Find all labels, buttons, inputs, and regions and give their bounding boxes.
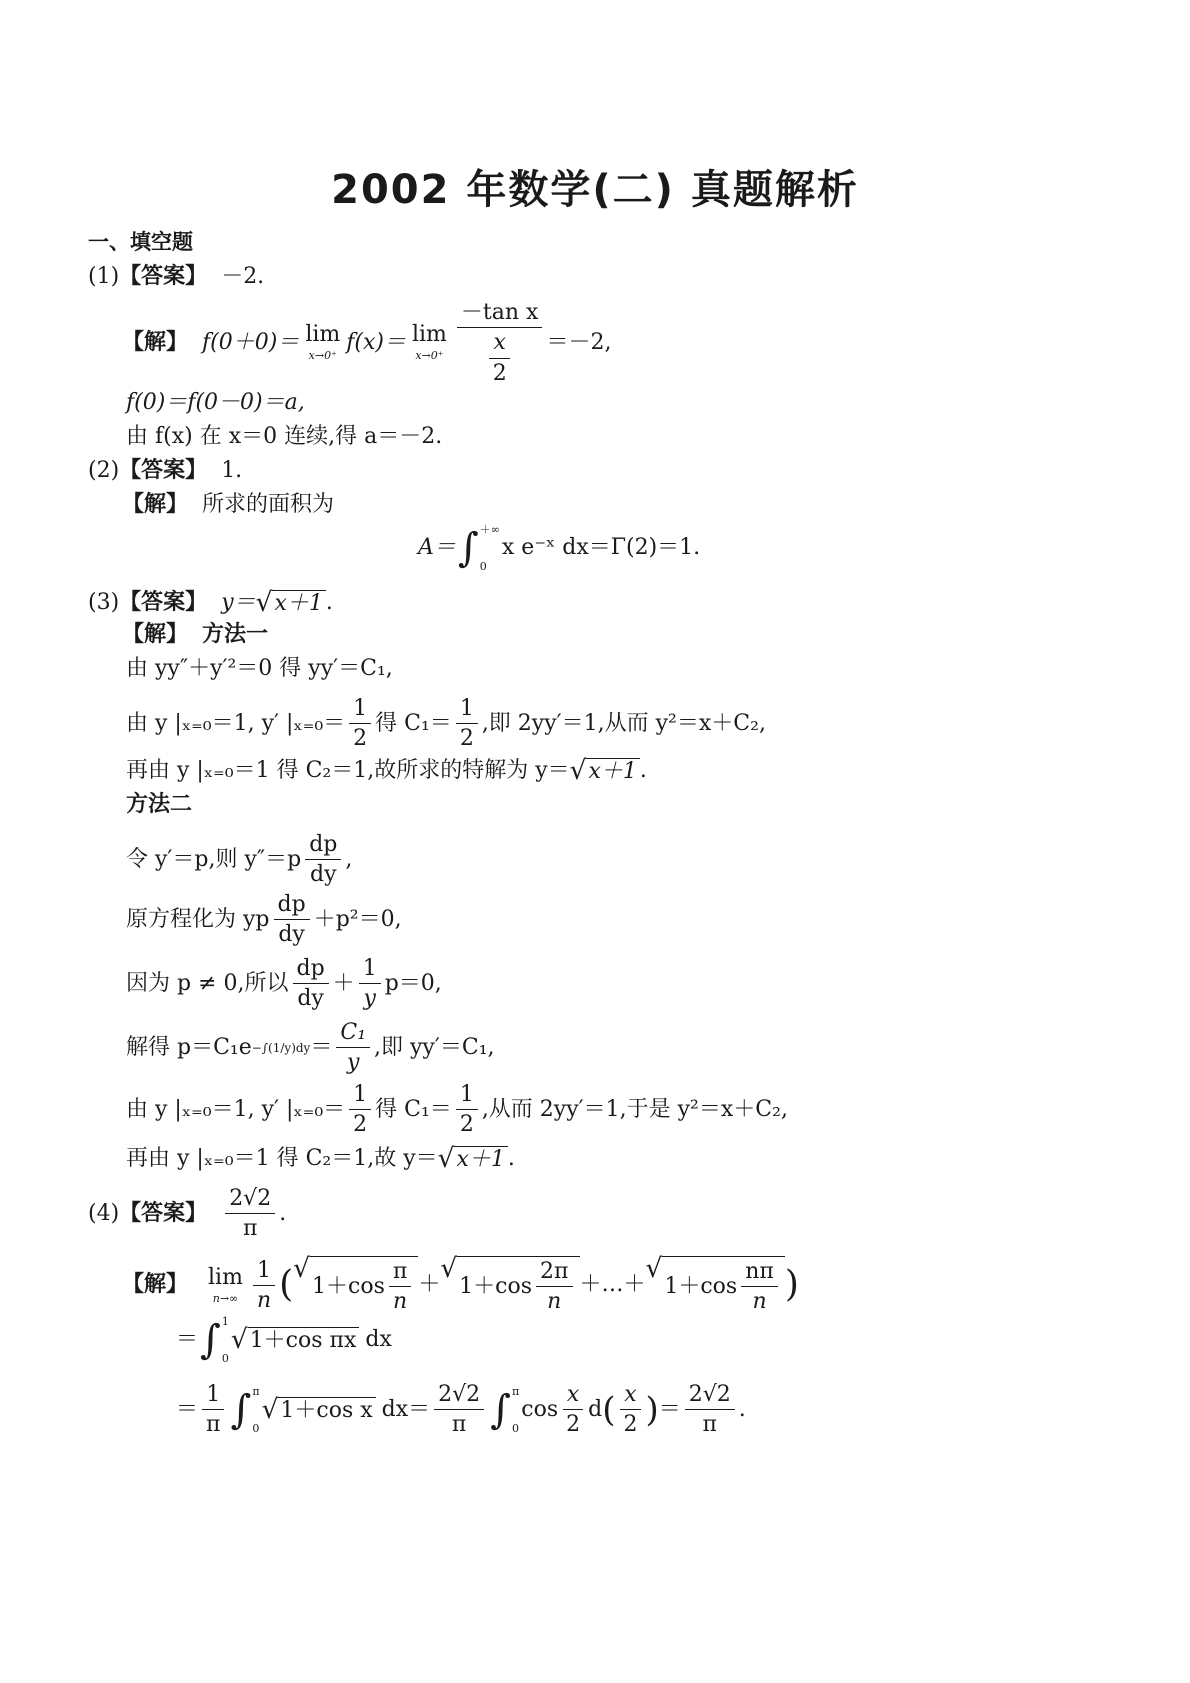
q1-inner-frac xyxy=(489,330,511,386)
frac-den: 2 xyxy=(459,726,474,752)
frac-num: x xyxy=(563,1382,583,1410)
frac-den: π xyxy=(206,1412,221,1438)
q3-method1: 方法一 xyxy=(202,622,269,647)
frac-num: 1 xyxy=(253,1258,275,1286)
frac-den: y xyxy=(346,1050,360,1076)
frac-den: π xyxy=(702,1412,717,1438)
q2-number: (2) xyxy=(88,458,120,483)
sqrt: √ 1＋cos $\frac{n\pi}{n}$ xyxy=(646,1256,785,1315)
frac-num: 1 xyxy=(349,696,371,724)
frac-den: π xyxy=(242,1216,258,1242)
q2-answer: 1. xyxy=(221,458,243,483)
q2-eq-lhs: A＝ xyxy=(418,535,456,560)
q3-m2-line5 xyxy=(126,1082,788,1138)
sqrt-arg xyxy=(457,1256,579,1315)
lim-text: lim xyxy=(411,322,447,348)
frac-num: 1 xyxy=(359,956,381,984)
q1-mid: f(x)＝ xyxy=(346,329,406,355)
frac-num: 1 xyxy=(456,1082,478,1110)
integral-upper: π xyxy=(252,1384,260,1398)
frac-num: dp xyxy=(274,892,310,920)
q3-m2-line4 xyxy=(126,1020,495,1076)
sqrt: √ 1＋cos $\frac{\pi}{n}$ xyxy=(293,1256,418,1315)
q3-m2-l4b: ＝ xyxy=(310,1034,333,1060)
frac-den: dy xyxy=(278,922,305,948)
lim-subscript: x→0⁺ xyxy=(415,349,444,363)
integral-sign: ∫ ＋∞ 0 xyxy=(457,523,500,573)
sqrt-arg xyxy=(662,1256,785,1315)
page-title: 2002 年数学(二) 真题解析 xyxy=(331,167,859,213)
q3-m1-l2b: 得 C₁＝ xyxy=(375,710,452,736)
one-over-pi xyxy=(202,1382,224,1438)
half-fraction xyxy=(349,1082,371,1138)
d: d xyxy=(588,1396,603,1422)
q3-m2-l5c: ,从而 2yy′＝1,于是 y²＝x＋C₂, xyxy=(481,1096,788,1122)
frac-num: nπ xyxy=(741,1259,778,1287)
q2-equation xyxy=(418,524,700,572)
cos: cos xyxy=(521,1396,559,1422)
dots: ＋…＋ xyxy=(579,1272,646,1298)
sqrt: √ 1＋cos x xyxy=(262,1397,376,1423)
dp-dy-fraction xyxy=(305,832,341,888)
q3-m2-l6b: . xyxy=(507,1146,515,1172)
sqrt: √ x＋1 xyxy=(256,590,326,616)
equals: ＝ xyxy=(176,1327,199,1352)
2sqrt2-over-pi xyxy=(434,1382,484,1438)
frac-den: dy xyxy=(297,986,324,1012)
frac-num: 1 xyxy=(202,1382,224,1410)
q3-m1-l3a: 再由 y |ₓ₌₀＝1 得 C₂＝1,故所求的特解为 y＝ xyxy=(126,758,570,784)
q1-answer: －2. xyxy=(221,264,265,289)
q3-answer-label: 【答案】 xyxy=(119,590,208,616)
x-over-2 xyxy=(562,1382,584,1438)
sqrt: √ x＋1 xyxy=(570,758,640,784)
q3-m2-l2a: 原方程化为 yp xyxy=(126,906,270,932)
sqrt-arg: x＋1 xyxy=(454,1146,507,1171)
2pi-over-n xyxy=(536,1259,572,1315)
frac-num: 1 xyxy=(456,696,478,724)
equals: ＝ xyxy=(176,1396,199,1422)
q4-number: (4) xyxy=(88,1200,120,1226)
q3-m2-l5b: 得 C₁＝ xyxy=(375,1096,452,1122)
one-over-y-fraction xyxy=(359,956,381,1012)
sqrt-arg xyxy=(310,1256,418,1315)
lim-text: lim xyxy=(208,1264,243,1290)
frac-num: dp xyxy=(293,956,329,984)
q4-limit xyxy=(208,1264,243,1305)
pi-over-n xyxy=(389,1259,411,1315)
q1-answer-line xyxy=(88,266,264,288)
dx-equals: dx＝ xyxy=(381,1396,431,1422)
q3-method1-line xyxy=(122,624,268,646)
integral-lower: 0 xyxy=(479,560,487,573)
section-heading: 一、填空题 xyxy=(88,230,193,254)
term-text: 1＋cos xyxy=(664,1273,738,1299)
q2-integrand: x e⁻ˣ dx＝Γ(2)＝1. xyxy=(501,535,701,560)
half-fraction xyxy=(349,696,371,752)
q3-m1-l2c: ,即 2yy′＝1,从而 y²＝x＋C₂, xyxy=(481,710,766,736)
period: . xyxy=(738,1396,746,1422)
q2-answer-line xyxy=(88,460,242,482)
c1-over-y-fraction xyxy=(336,1020,370,1076)
q3-m1-line1: 由 yy″＋y′²＝0 得 yy′＝C₁, xyxy=(126,656,393,681)
frac-den: n xyxy=(752,1289,767,1315)
frac-num: 2√2 xyxy=(225,1186,275,1214)
q1-limit-1 xyxy=(305,324,340,361)
q3-m2-l3a: 因为 p ≠ 0,所以 xyxy=(126,970,289,996)
q2-answer-label: 【答案】 xyxy=(119,458,208,483)
frac-num: π xyxy=(389,1259,411,1287)
q1-answer-label: 【答案】 xyxy=(119,264,208,289)
q4-solution-line3: ＝ $\frac{1}{\pi}$ ∫ π 0 √ 1＋cos x dx＝ $\frac{2√2}{\pi}$ ∫ π 0 cos $\frac{x}{2}$ d ( $\frac{x}{2}$ ) ＝ $\frac{2√2}{\pi}$ . xyxy=(176,1382,746,1438)
integral-upper: 1 xyxy=(221,1315,229,1328)
q3-m2-line6 xyxy=(126,1143,515,1174)
q1-fraction xyxy=(457,300,543,386)
q3-method2: 方法二 xyxy=(126,792,193,817)
integral-lower: 0 xyxy=(221,1352,229,1365)
q3-m1-l3b: . xyxy=(639,758,647,784)
integral-upper: π xyxy=(512,1384,520,1398)
sqrt-arg: 1＋cos x xyxy=(278,1397,375,1422)
q3-m2-l1b: , xyxy=(345,846,353,872)
q3-answer-line xyxy=(88,587,333,618)
q1-rhs: ＝－2, xyxy=(546,329,612,355)
q3-m2-l3b: ＋ xyxy=(332,970,355,996)
q3-answer-pre: y＝ xyxy=(221,590,256,616)
integral-lower: 0 xyxy=(252,1421,260,1435)
q2-solution-text: 所求的面积为 xyxy=(202,492,335,517)
integral-sign: ∫ π 0 xyxy=(230,1384,260,1435)
equals: ＝ xyxy=(658,1396,681,1422)
q4-answer-line xyxy=(88,1186,286,1242)
plus: ＋ xyxy=(418,1272,441,1298)
q3-answer-post: . xyxy=(325,590,333,616)
frac-num: 2√2 xyxy=(685,1382,735,1410)
q3-m1-line3 xyxy=(126,755,647,786)
term-text: 1＋cos xyxy=(459,1273,533,1299)
q1-frac-denominator xyxy=(481,328,519,386)
exponent: −∫(1/y)dy xyxy=(251,1040,311,1055)
q3-m2-line3 xyxy=(126,956,442,1012)
q3-m2-l6a: 再由 y |ₓ₌₀＝1 得 C₂＝1,故 y＝ xyxy=(126,1146,438,1172)
q1-lhs: f(0＋0)＝ xyxy=(202,329,300,355)
frac-den: 2 xyxy=(353,726,368,752)
q4-solution-line1: 【解】 lim n→∞ $\frac{1}{n}$ ( √ 1＋cos $\frac{\pi}{n}$ ＋ √ 1＋cos $\frac{2\pi}{n}$ ＋…＋ √ 1＋cos $\frac{n\pi}{n}$ ) xyxy=(122,1253,799,1315)
half-fraction xyxy=(456,696,478,752)
frac-den: 2 xyxy=(459,1112,474,1138)
term-text: 1＋cos xyxy=(312,1273,385,1299)
q1-solution-label: 【解】 xyxy=(122,329,189,355)
npi-over-n xyxy=(741,1259,778,1315)
q1-line-3: 由 f(x) 在 x＝0 连续,得 a＝－2. xyxy=(126,424,443,449)
lim-subscript: n→∞ xyxy=(212,1291,239,1305)
q4-solution-line2 xyxy=(176,1316,392,1364)
sqrt: √ 1＋cos πx xyxy=(231,1327,360,1353)
frac-den: dy xyxy=(310,862,337,888)
integral-lower: 0 xyxy=(512,1421,520,1435)
q4-answer-post: . xyxy=(279,1200,287,1226)
frac-den: n xyxy=(393,1289,408,1315)
sqrt: √ 1＋cos $\frac{2\pi}{n}$ xyxy=(440,1256,579,1315)
dp-dy-fraction xyxy=(274,892,310,948)
q1-frac-numerator: －tan x xyxy=(457,300,543,328)
frac-den: 2 xyxy=(566,1412,581,1438)
q3-m2-l2b: ＋p²＝0, xyxy=(313,906,402,932)
q3-number: (3) xyxy=(88,590,120,616)
q1-number: (1) xyxy=(88,264,120,289)
q4-solution-label: 【解】 xyxy=(122,1272,189,1298)
half-fraction xyxy=(456,1082,478,1138)
frac-num: x xyxy=(620,1382,640,1410)
q2-solution-label: 【解】 xyxy=(122,492,189,517)
sqrt-arg: x＋1 xyxy=(272,590,325,615)
lim-subscript: x→0⁺ xyxy=(308,349,337,363)
dp-dy-fraction xyxy=(293,956,329,1012)
q3-m2-l3c: p＝0, xyxy=(384,970,442,996)
dx: dx xyxy=(365,1327,392,1352)
q3-m1-line2 xyxy=(126,696,766,752)
q3-m2-l4c: ,即 yy′＝C₁, xyxy=(374,1034,495,1060)
2sqrt2-over-pi xyxy=(685,1382,735,1438)
q3-m2-line1 xyxy=(126,832,352,888)
q2-solution-line xyxy=(122,494,334,516)
q4-answer-label: 【答案】 xyxy=(119,1200,208,1226)
integral-sign: ∫ 1 0 xyxy=(200,1315,229,1365)
q4-answer-fraction xyxy=(225,1186,275,1242)
lim-text: lim xyxy=(305,322,341,348)
q1-line-2: f(0)＝f(0－0)＝a, xyxy=(126,390,305,415)
x-over-2 xyxy=(619,1382,641,1438)
q3-m2-l1a: 令 y′＝p,则 y″＝p xyxy=(126,846,302,872)
q3-m2-line2 xyxy=(126,892,402,948)
q1-inner-den: 2 xyxy=(492,360,507,386)
q1-limit-2 xyxy=(412,324,447,361)
frac-den: 2 xyxy=(623,1412,638,1438)
frac-den: n xyxy=(256,1287,272,1313)
sqrt: √ x＋1 xyxy=(438,1146,508,1172)
q1-solution-line xyxy=(122,300,611,386)
integral-sign: ∫ π 0 xyxy=(490,1384,520,1435)
q3-m2-l5a: 由 y |ₓ₌₀＝1, y′ |ₓ₌₀＝ xyxy=(126,1096,346,1122)
frac-num: 1 xyxy=(349,1082,371,1110)
q3-solution-label: 【解】 xyxy=(122,622,189,647)
frac-den: 2 xyxy=(353,1112,368,1138)
frac-num: C₁ xyxy=(336,1020,370,1048)
sqrt-arg: 1＋cos πx xyxy=(248,1327,360,1352)
q1-inner-num: x xyxy=(489,330,509,358)
q3-m1-l2a: 由 y |ₓ₌₀＝1, y′ |ₓ₌₀＝ xyxy=(126,710,346,736)
frac-num: 2π xyxy=(536,1259,572,1287)
frac-num: 2√2 xyxy=(434,1382,484,1410)
sqrt-arg: x＋1 xyxy=(586,758,639,783)
integral-upper: ＋∞ xyxy=(479,523,500,536)
frac-den: π xyxy=(451,1412,467,1438)
frac-den: y xyxy=(363,986,376,1012)
frac-den: n xyxy=(547,1289,562,1315)
q3-m2-l4a: 解得 p＝C₁e xyxy=(126,1034,252,1060)
one-over-n xyxy=(253,1258,275,1314)
frac-num: dp xyxy=(305,832,341,860)
